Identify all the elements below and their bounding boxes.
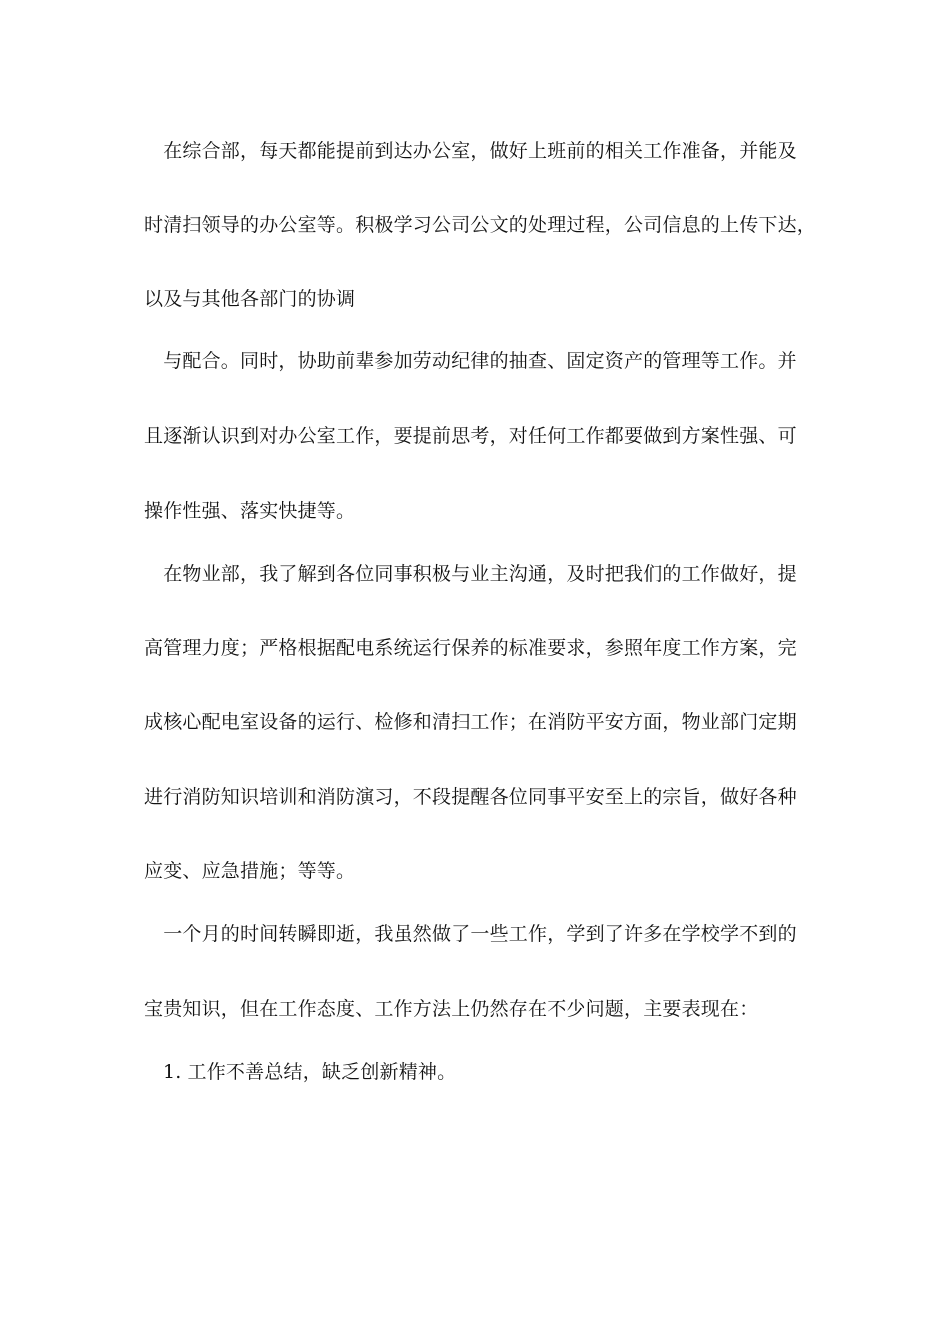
text-line: 且逐渐认识到对办公室工作，要提前思考，对任何工作都要做到方案性强、可	[144, 425, 797, 447]
text-line: 宝贵知识，但在工作态度、工作方法上仍然存在不少问题，主要表现在：	[144, 998, 759, 1020]
text-line: 在物业部，我了解到各位同事积极与业主沟通，及时把我们的工作做好，提	[144, 563, 797, 585]
text-line: 高管理力度；严格根据配电系统运行保养的标准要求，参照年度工作方案，完	[144, 637, 797, 659]
text-line: 进行消防知识培训和消防演习，不段提醒各位同事平安至上的宗旨，做好各种	[144, 786, 797, 808]
text-line: 应变、应急措施；等等。	[144, 860, 356, 882]
text-line: 在综合部，每天都能提前到达办公室，做好上班前的相关工作准备，并能及	[144, 140, 797, 162]
list-item-number: 1.	[163, 1061, 182, 1083]
text-line: 与配合。同时，协助前辈参加劳动纪律的抽查、固定资产的管理等工作。并	[144, 350, 797, 372]
text-line: 时清扫领导的办公室等。积极学习公司公文的处理过程，公司信息的上传下达，	[144, 214, 817, 236]
list-item	[163, 1059, 456, 1085]
text-line: 成核心配电室设备的运行、检修和清扫工作；在消防平安方面，物业部门定期	[144, 711, 797, 733]
text-line: 操作性强、落实快捷等。	[144, 500, 356, 522]
list-item-text: 工作不善总结，缺乏创新精神。	[187, 1061, 457, 1083]
text-line: 以及与其他各部门的协调	[144, 288, 356, 310]
text-line: 一个月的时间转瞬即逝，我虽然做了一些工作，学到了许多在学校学不到的	[144, 923, 797, 945]
